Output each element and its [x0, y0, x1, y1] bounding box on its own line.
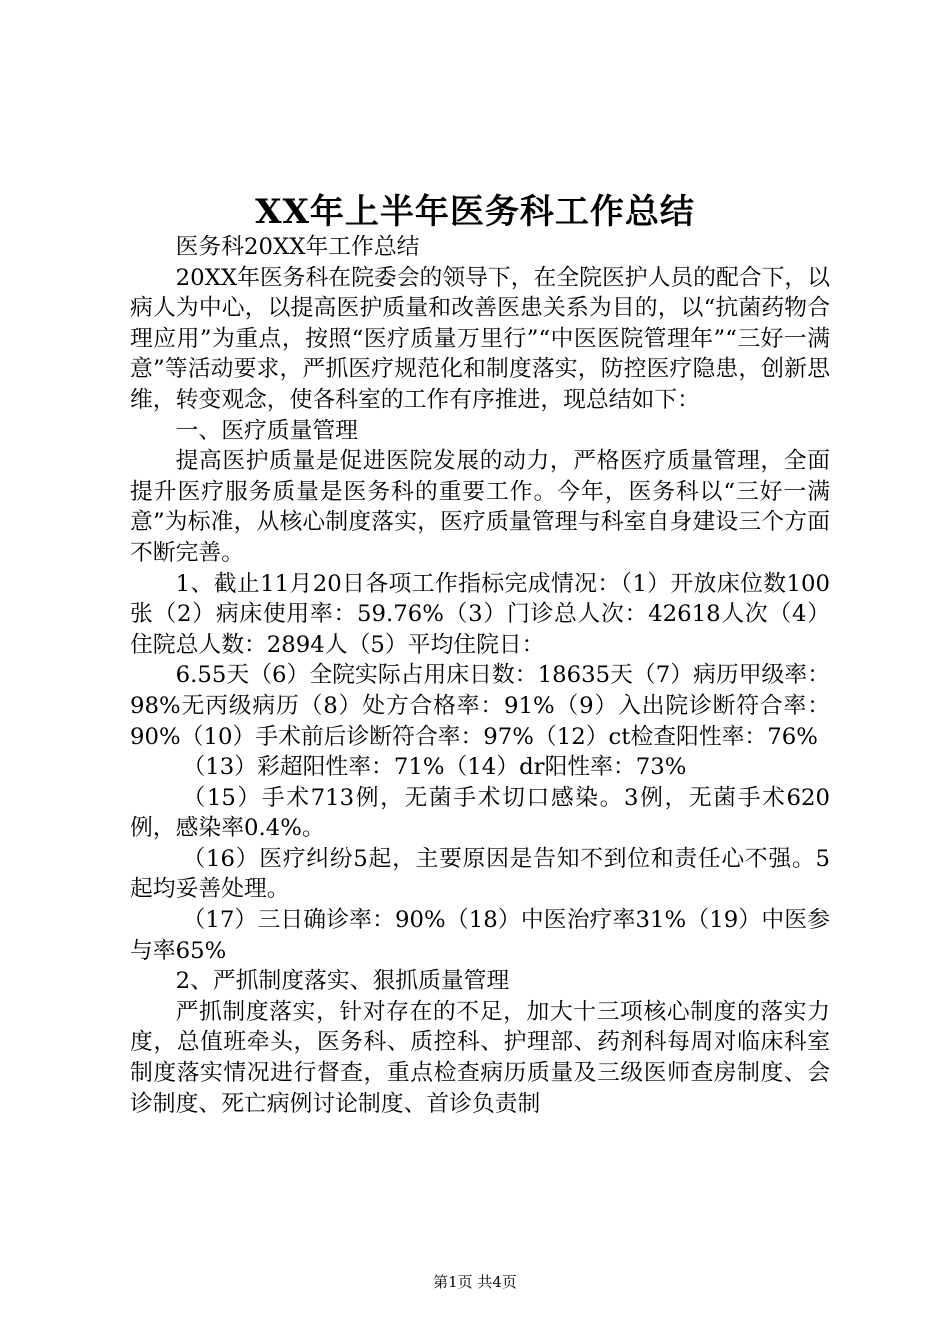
- section-heading-quality: 一、医疗质量管理: [175, 417, 358, 444]
- document-body: [130, 232, 830, 1119]
- paragraph-intro: 20XX年医务科在院委会的领导下，在全院医护人员的配合下，以病人为中心，以提高医护质量和改善医患关系为目的，以“抗菌药物合理应用”为重点，按照“医疗质量万里行”“中医医院管理年”“三好一满意”等活动要求，严抓医疗规范化和制度落实，防控医疗隐患，创新思维，转变观念，使各科室的工作有序推进，现总结如下：: [130, 264, 830, 413]
- paragraph-quality: 提高医护质量是促进医院发展的动力，严格医疗质量管理，全面提升医疗服务质量是医务科的重要工作。今年，医务科以“三好一满意”为标准，从核心制度落实，医疗质量管理与科室自身建设三个方面不断完善。: [130, 448, 830, 566]
- paragraph-indicators-1: 1、截止11月20日各项工作指标完成情况：（1）开放床位数100张（2）病床使用率：59.76%（3）门诊总人次：42618人次（4）住院总人数：2894人（5）平均住院日：: [130, 570, 830, 658]
- paragraph-disputes: （16）医疗纠纷5起，主要原因是告知不到位和责任心不强。5起均妥善处理。: [130, 845, 830, 903]
- paragraph-surgery: （15）手术713例，无菌手术切口感染。3例，无菌手术620例，感染率0.4%。: [130, 784, 830, 842]
- page-number: 第1页 共4页: [433, 1273, 517, 1291]
- paragraph-system: 严抓制度落实，针对存在的不足，加大十三项核心制度的落实力度，总值班牵头，医务科、质控科、护理部、药剂科每周对临床科室制度落实情况进行督查，重点检查病历质量及三级医师查房制度、会诊制度、死亡病例讨论制度、首诊负责制: [130, 998, 830, 1117]
- paragraph-indicators-3: （13）彩超阳性率：71%（14）dr阳性率：73%: [182, 754, 687, 781]
- paragraph-subtitle: 医务科20XX年工作总结: [175, 234, 420, 260]
- document-title: XX年上半年医务科工作总结: [255, 192, 695, 232]
- paragraph-indicators-2: 6.55天（6）全院实际占用床日数：18635天（7）病历甲级率：98%无丙级病历（8）处方合格率：91%（9）入出院诊断符合率：90%（10）手术前后诊断符合率：97%（12）ct检查阳性率：76%: [130, 662, 830, 750]
- paragraph-diagnosis: （17）三日确诊率：90%（18）中医治疗率31%（19）中医参与率65%: [130, 907, 830, 964]
- section-heading-system: 2、严抓制度落实、狠抓质量管理: [175, 968, 510, 995]
